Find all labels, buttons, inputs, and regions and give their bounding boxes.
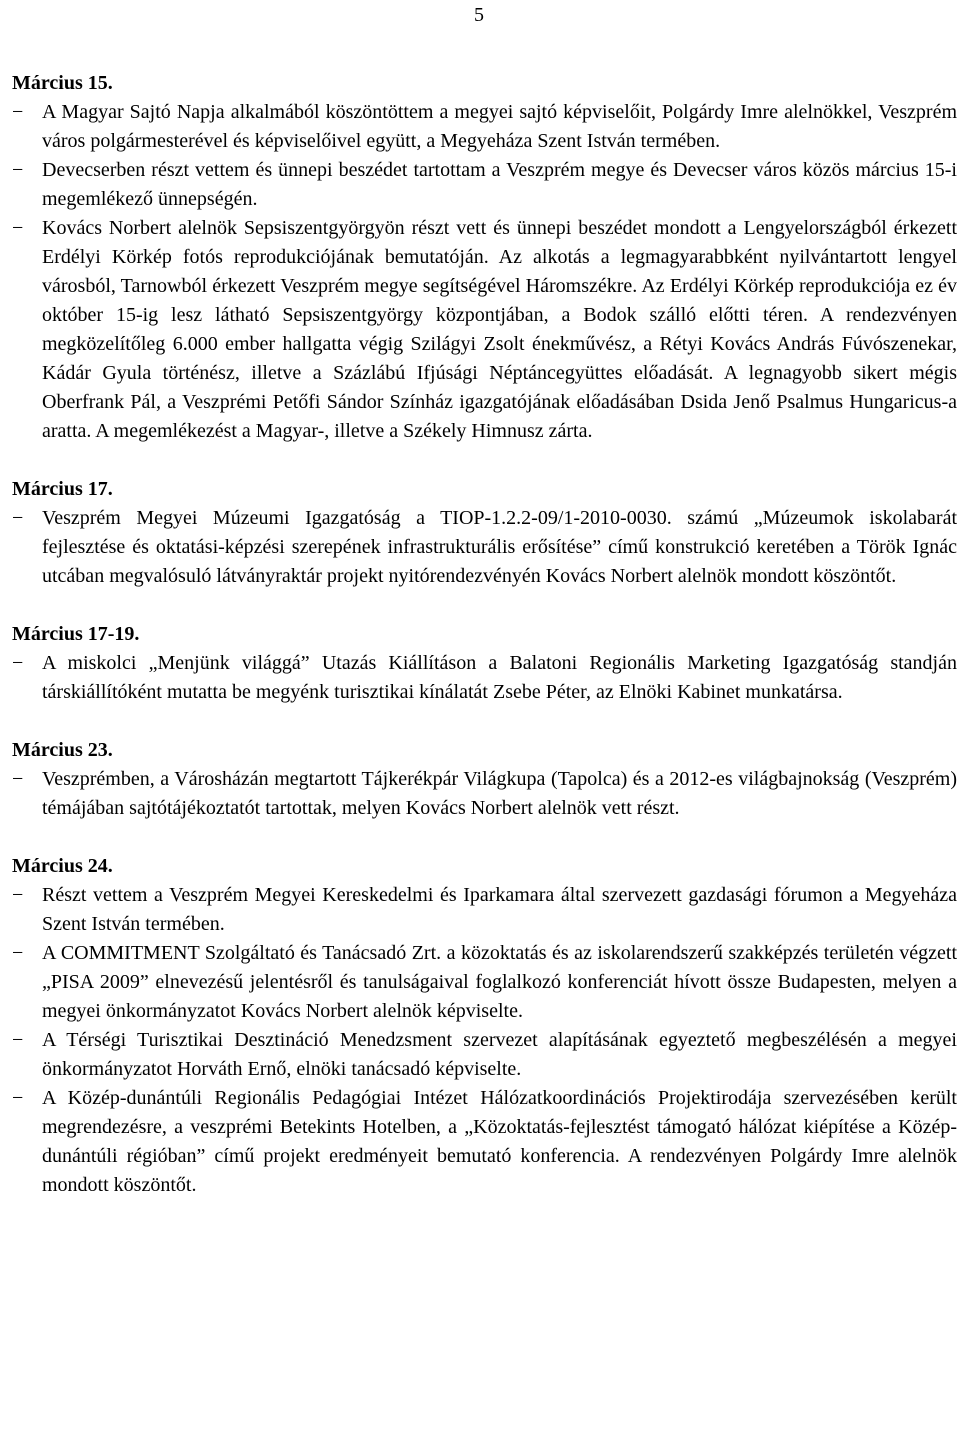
section-title: Március 17-19. — [12, 623, 140, 645]
dash-bullet-icon: − — [12, 652, 24, 674]
dash-bullet-icon: − — [12, 101, 24, 123]
document-body — [12, 69, 957, 1229]
list-item — [12, 504, 957, 591]
dash-bullet-icon: − — [12, 159, 24, 181]
list-item — [12, 765, 957, 823]
list-item-text: Veszprémben, a Városházán megtartott Tájkerékpár Világkupa (Tapolca) és a 2012-es világbajnokság (Veszprém) témájában sajtótájékoztatót tartottak, melyen Kovács Norbert alelnök vett részt. — [42, 768, 957, 819]
list-item — [12, 156, 957, 214]
list-item-text: A miskolci „Menjünk világgá” Utazás Kiállításon a Balatoni Regionális Marketing Igazgatóság standján társkiállítóként mutatta be megyénk turisztikai kínálatát Zsebe Péter, az Elnöki Kabinet munkatársa. — [42, 652, 957, 703]
list-item-text: A Magyar Sajtó Napja alkalmából köszöntöttem a megyei sajtó képviselőit, Polgárdy Imre alelnökkel, Veszprém város polgármesterével és képviselőivel együtt, a Megyeháza Szent István termében. — [42, 101, 957, 152]
list-item-text: A Közép-dunántúli Regionális Pedagógiai Intézet Hálózatkoordinációs Projektirodája szervezésében került megrendezésre, a veszprémi Betekints Hotelben, a „Közoktatás-fejlesztést támogató hálózat kiépítése a Közép-dunántúli régióban” című projekt eredményeit bemutató konferencia. A rendezvényen Polgárdy Imre alelnök mondott köszöntőt. — [42, 1087, 957, 1196]
bullet-list — [12, 881, 957, 1200]
section-march-15 — [12, 69, 957, 446]
section-march-17-19 — [12, 620, 957, 707]
list-item-text: Veszprém Megyei Múzeumi Igazgatóság a TIOP-1.2.2-09/1-2010-0030. számú „Múzeumok iskolabarát fejlesztése és oktatási-képzési szerepének infrastrukturális erősítése” című konstrukció keretében a Török Ignác utcában megvalósuló látványraktár projekt nyitórendezvényén Kovács Norbert alelnök mondott köszöntőt. — [42, 507, 957, 587]
dash-bullet-icon: − — [12, 768, 24, 790]
dash-bullet-icon: − — [12, 507, 24, 529]
list-item-text: A Térségi Turisztikai Desztináció Menedzsment szervezet alapításának egyeztető megbeszélésén a megyei önkormányzatot Horváth Ernő, elnöki tanácsadó képviselte. — [42, 1029, 957, 1080]
bullet-list — [12, 765, 957, 823]
dash-bullet-icon: − — [12, 217, 24, 239]
list-item — [12, 1084, 957, 1200]
list-item-text: Részt vettem a Veszprém Megyei Kereskedelmi és Iparkamara által szervezett gazdasági fórumon a Megyeháza Szent István termében. — [42, 884, 957, 935]
section-march-23 — [12, 736, 957, 823]
dash-bullet-icon: − — [12, 1087, 24, 1109]
dash-bullet-icon: − — [12, 942, 24, 964]
list-item — [12, 1026, 957, 1084]
section-title: Március 23. — [12, 739, 113, 761]
section-march-17 — [12, 475, 957, 591]
section-title: Március 24. — [12, 855, 113, 877]
dash-bullet-icon: − — [12, 1029, 24, 1051]
section-title: Március 17. — [12, 478, 113, 500]
list-item — [12, 649, 957, 707]
bullet-list — [12, 504, 957, 591]
list-item-text: A COMMITMENT Szolgáltató és Tanácsadó Zrt. a közoktatás és az iskolarendszerű szakképzés területén végzett „PISA 2009” elnevezésű jelentésről és tanulságaival foglalkozó konferenciát hívott össze Budapesten, melyen a megyei önkormányzatot Kovács Norbert alelnök képviselte. — [42, 942, 957, 1022]
section-title: Március 15. — [12, 72, 113, 94]
page-number: 5 — [474, 4, 484, 26]
list-item-text: Devecserben részt vettem és ünnepi beszédet tartottam a Veszprém megye és Devecser város közös március 15-i megemlékező ünnepségén. — [42, 159, 957, 210]
list-item-text: Kovács Norbert alelnök Sepsiszentgyörgyön részt vett és ünnepi beszédet mondott a Lengyelországból érkezett Erdélyi Körkép fotós reprodukciójának bemutatóján. Az alkotás a legmagyarabbként nyilvántartott lengyel városból, Tarnowból érkezett Veszprém megye segítségével Háromszékre. Az Erdélyi Körkép reprodukciója ez év október 15-ig lesz látható Sepsiszentgyörgy központjában, a Bodok szálló előtti téren. A rendezvényen megközelítőleg 6.000 ember hallgatta végig Szilágyi Zsolt énekművész, a Rétyi Kovács András Fúvószenekar, Kádár Gyula történész, illetve a Százlábú Ifjúsági Néptáncegyüttes előadását. A legnagyobb sikert mégis Oberfrank Pál, a Veszprémi Petőfi Sándor Színház igazgatójának előadásában Dsida Jenő Psalmus Hungaricus-a aratta. A megemlékezést a Magyar-, illetve a Székely Himnusz zárta. — [42, 217, 957, 442]
list-item — [12, 214, 957, 446]
bullet-list — [12, 98, 957, 446]
bullet-list — [12, 649, 957, 707]
list-item — [12, 881, 957, 939]
section-march-24 — [12, 852, 957, 1200]
list-item — [12, 98, 957, 156]
list-item — [12, 939, 957, 1026]
dash-bullet-icon: − — [12, 884, 24, 906]
